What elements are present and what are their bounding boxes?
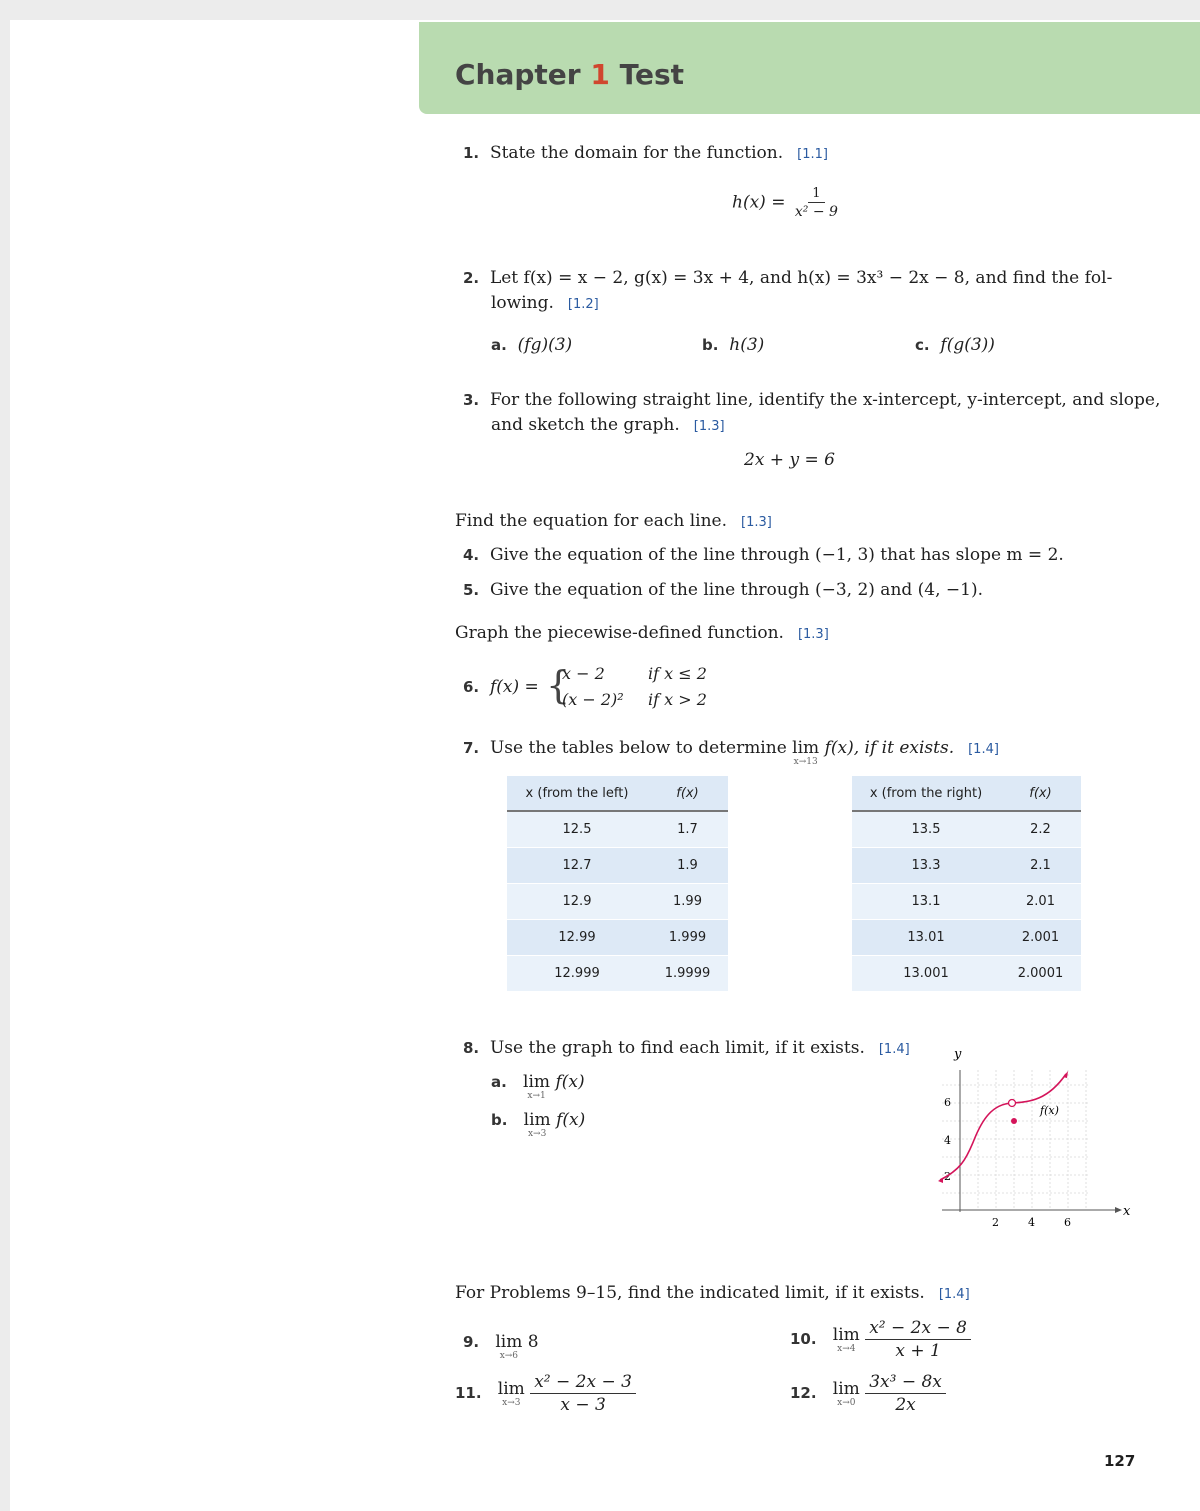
- curve-label: f(x): [1040, 1104, 1059, 1117]
- q1-equation: h(x) = $\frac{1}{\text{x² − 9}}$: [732, 186, 838, 220]
- question-12: 12. lim x→0 $\frac{\text{3x³ − 8x}}{2x}$: [790, 1372, 946, 1415]
- table-cell: 13.01: [852, 920, 1000, 956]
- question-2-line2: lowing. [1.2]: [491, 293, 599, 313]
- q2-part-c: c. f(g(3)): [915, 335, 995, 355]
- table-row: [507, 956, 728, 992]
- q2-part-b: b. h(3): [702, 335, 765, 355]
- y-axis-label: y: [954, 1047, 962, 1062]
- table-cell: 12.999: [507, 956, 647, 992]
- y-tick: 4: [944, 1134, 951, 1147]
- col-header: f(x): [647, 776, 728, 811]
- right-limit-table: [852, 776, 1081, 991]
- table-cell: 1.99: [647, 884, 728, 920]
- case-1: x − 2: [562, 664, 605, 683]
- question-7: 7. Use the tables below to determine lim x→13 f(x), if it exists. [1.4]: [463, 738, 999, 767]
- question-4: 4. Give the equation of the line through (−1, 3) that has slope m = 2.: [463, 545, 1064, 565]
- q8-part-a: a. lim x→1 f(x): [491, 1072, 585, 1101]
- table-cell: 2.2: [1000, 811, 1081, 848]
- col-header: x (from the right): [852, 776, 1000, 811]
- table-cell: 1.9: [647, 848, 728, 884]
- table-cell: 2.01: [1000, 884, 1081, 920]
- brace: {: [546, 663, 571, 707]
- limit-graph: [930, 1040, 1135, 1235]
- x-tick: 6: [1064, 1216, 1071, 1229]
- table-cell: 2.001: [1000, 920, 1081, 956]
- table-cell: 12.9: [507, 884, 647, 920]
- table-row: [507, 920, 728, 956]
- col-header: f(x): [1000, 776, 1081, 811]
- y-tick: 2: [944, 1170, 951, 1183]
- table-cell: 12.7: [507, 848, 647, 884]
- table-cell: 1.999: [647, 920, 728, 956]
- question-11: 11. lim x→3 $\frac{\text{x² − 2x − 3}}{x - 3}$: [455, 1372, 636, 1415]
- question-3: 3. For the following straight line, identify the x-intercept, y-intercept, and slope,: [463, 390, 1161, 410]
- piecewise-intro: Graph the piecewise-defined function. [1.3]: [455, 623, 829, 643]
- page-number: 127: [1104, 1452, 1136, 1470]
- table-row: [852, 811, 1081, 848]
- left-limit-table: [507, 776, 728, 991]
- curve-arrow-left: [938, 1178, 943, 1183]
- question-2: 2. Let f(x) = x − 2, g(x) = 3x + 4, and h(x) = 3x³ − 2x − 8, and find the fol-: [463, 268, 1113, 288]
- cond-1: if x ≤ 2: [648, 664, 707, 683]
- closed-point: [1011, 1118, 1017, 1124]
- q2-part-a: a. (fg)(3): [491, 335, 573, 355]
- table-cell: 1.7: [647, 811, 728, 848]
- line-section-intro: Find the equation for each line. [1.3]: [455, 511, 772, 531]
- q8-part-b: b. lim x→3 f(x): [491, 1110, 586, 1139]
- grid: [942, 1070, 1090, 1210]
- y-tick: 6: [944, 1096, 951, 1109]
- chapter-title: Chapter 1 Test: [455, 58, 685, 91]
- table-row: [852, 848, 1081, 884]
- limits-intro: For Problems 9–15, find the indicated limit, if it exists. [1.4]: [455, 1283, 970, 1303]
- cond-2: if x > 2: [648, 690, 707, 709]
- table-row: [507, 848, 728, 884]
- table-row: [852, 920, 1081, 956]
- chapter-banner: [419, 22, 1200, 114]
- table-row: [507, 811, 728, 848]
- table-cell: 2.0001: [1000, 956, 1081, 992]
- table-row: [507, 884, 728, 920]
- table-row: [852, 956, 1081, 992]
- question-3-line2: and sketch the graph. [1.3]: [491, 415, 725, 435]
- question-6: 6. f(x) =: [463, 677, 539, 697]
- x-tick: 4: [1028, 1216, 1035, 1229]
- question-8: 8. Use the graph to find each limit, if it exists. [1.4]: [463, 1038, 910, 1058]
- col-header: x (from the left): [507, 776, 647, 811]
- table-row: [852, 884, 1081, 920]
- table-cell: 12.99: [507, 920, 647, 956]
- x-axis-label: x: [1123, 1204, 1131, 1219]
- question-10: 10. lim x→4 $\frac{\text{x² − 2x − 8}}{x + 1}$: [790, 1318, 971, 1361]
- x-axis-arrow: [1115, 1207, 1122, 1213]
- function-curve: [940, 1074, 1066, 1180]
- question-5: 5. Give the equation of the line through (−3, 2) and (4, −1).: [463, 580, 984, 600]
- case-2: (x − 2)²: [562, 690, 624, 709]
- question-9: 9. lim x→6 8: [463, 1332, 539, 1361]
- table-cell: 13.001: [852, 956, 1000, 992]
- open-point: [1009, 1100, 1016, 1107]
- table-cell: 13.1: [852, 884, 1000, 920]
- table-cell: 1.9999: [647, 956, 728, 992]
- question-1: 1. State the domain for the function. [1.1]: [463, 143, 828, 163]
- table-cell: 13.5: [852, 811, 1000, 848]
- curve-arrow-right: [1063, 1071, 1068, 1078]
- x-tick: 2: [992, 1216, 999, 1229]
- table-cell: 13.3: [852, 848, 1000, 884]
- table-cell: 12.5: [507, 811, 647, 848]
- q3-equation: 2x + y = 6: [744, 450, 835, 470]
- table-cell: 2.1: [1000, 848, 1081, 884]
